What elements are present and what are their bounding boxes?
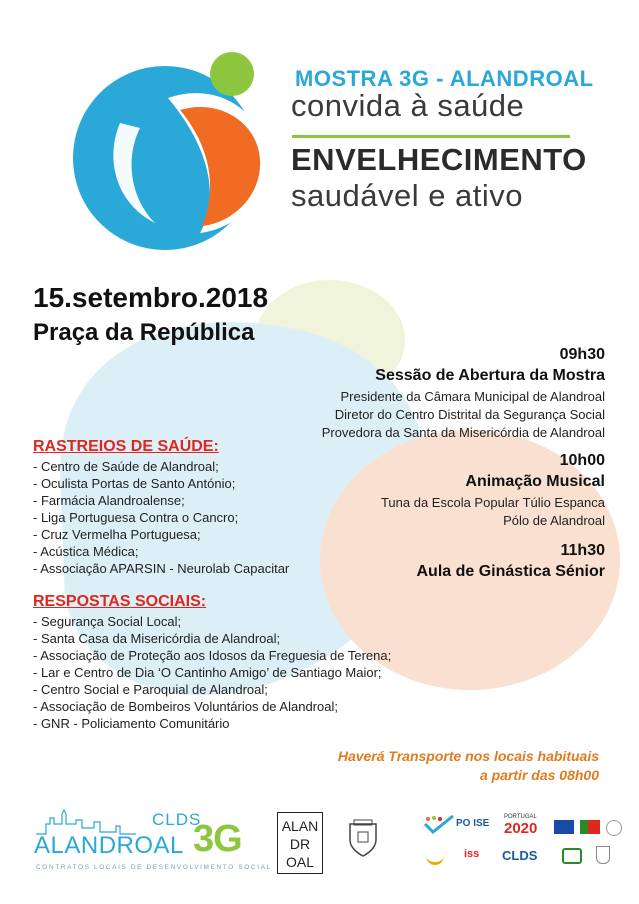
schedule-line: Pólo de Alandroal — [503, 513, 605, 528]
list-item: - Centro Social e Paroquial de Alandroal; — [33, 682, 268, 697]
list-item: - Lar e Centro de Dia ‘O Cantinho Amigo’ de Santiago Maior; — [33, 665, 382, 680]
municipal-crest-icon — [346, 818, 380, 858]
schedule-item-1 — [322, 346, 605, 442]
schedule-item-2 — [381, 452, 605, 530]
header-line3: ENVELHECIMENTO — [291, 142, 587, 177]
schedule-line: Tuna da Escola Popular Túlio Espanca — [380, 495, 605, 510]
schedule-item-3 — [417, 542, 606, 581]
ala-box-line1: ALAN — [281, 818, 319, 834]
iss-icon: iss — [464, 848, 480, 860]
small-crest-icon — [596, 846, 610, 864]
schedule-title: Animação Musical — [465, 473, 605, 490]
schedule-time: 11h30 — [560, 542, 605, 559]
clds-alandroal-logo — [30, 806, 272, 878]
schedule-line: Provedora da Santa da Misericórdia de Alandroal — [321, 425, 605, 440]
alandroal-box-logo — [277, 812, 323, 874]
gov-emblem-icon — [606, 820, 622, 836]
clds-small-label: CLDS — [502, 848, 538, 863]
list-item: - Santa Casa da Misericórdia de Alandroal; — [33, 631, 281, 646]
respostas-heading: RESPOSTAS SOCIAIS: — [33, 593, 207, 610]
list-item: - Segurança Social Local; — [33, 614, 182, 629]
event-date: 15.setembro.2018 — [33, 282, 269, 313]
schedule-title: Aula de Ginástica Sénior — [416, 563, 605, 580]
three-g-label: 3G — [193, 818, 242, 860]
header-divider — [292, 135, 570, 138]
portugal-label: PORTUGAL — [504, 814, 537, 820]
transport-note — [338, 747, 599, 785]
rastreios-section — [33, 438, 289, 577]
poise-label: PO ISE — [456, 818, 490, 829]
transport-line1: Haverá Transporte nos locais habituais — [337, 748, 599, 764]
sec-social-icon — [426, 848, 444, 865]
clds-subtitle: CONTRATOS LOCAIS DE DESENVOLVIMENTO SOCIAL — [36, 864, 272, 871]
pt-flag-icon — [580, 820, 600, 834]
transport-line2: a partir das 08h00 — [479, 767, 599, 783]
rastreios-heading: RASTREIOS DE SAÚDE: — [33, 438, 219, 455]
mostra-logo — [60, 28, 290, 258]
list-item: - Associação de Bombeiros Voluntários de Alandroal; — [33, 699, 338, 714]
list-item: - Centro de Saúde de Alandroal; — [33, 459, 219, 474]
list-item: - Oculista Portas de Santo António; — [33, 476, 236, 491]
funding-logos — [420, 812, 625, 874]
schedule-time: 10h00 — [559, 452, 605, 469]
list-item: - Cruz Vermelha Portuguesa; — [33, 527, 201, 542]
header-line2: convida à saúde — [291, 88, 525, 123]
header-line4: saudável e ativo — [291, 178, 524, 213]
header-line1: MOSTRA 3G - ALANDROAL — [295, 66, 594, 91]
alandroal-label: ALANDROAL — [34, 832, 184, 859]
eu-flag-icon — [554, 820, 574, 834]
list-item: - GNR - Policiamento Comunitário — [33, 716, 230, 731]
list-item: - Associação APARSIN - Neurolab Capacitar — [33, 561, 290, 576]
list-item: - Farmácia Alandroalense; — [33, 493, 185, 508]
clds-label: CLDS — [152, 810, 202, 829]
respostas-section — [33, 593, 391, 732]
list-item: - Liga Portuguesa Contra o Cancro; — [33, 510, 239, 525]
emprego-icon — [562, 848, 582, 864]
p2020-label: 2020 — [504, 820, 538, 837]
event-place: Praça da República — [33, 319, 255, 346]
list-item: - Associação de Proteção aos Idosos da Freguesia de Terena; — [33, 648, 392, 663]
list-item: - Acústica Médica; — [33, 544, 139, 559]
poise-check-icon — [422, 814, 456, 836]
schedule-time: 09h30 — [559, 346, 605, 363]
schedule-line: Diretor do Centro Distrital da Segurança Social — [334, 407, 605, 422]
schedule-line: Presidente da Câmara Municipal de Alandroal — [340, 389, 605, 404]
schedule-title: Sessão de Abertura da Mostra — [375, 367, 605, 384]
ala-box-line3: OAL — [285, 854, 314, 870]
ala-box-line2: DR — [289, 836, 311, 852]
